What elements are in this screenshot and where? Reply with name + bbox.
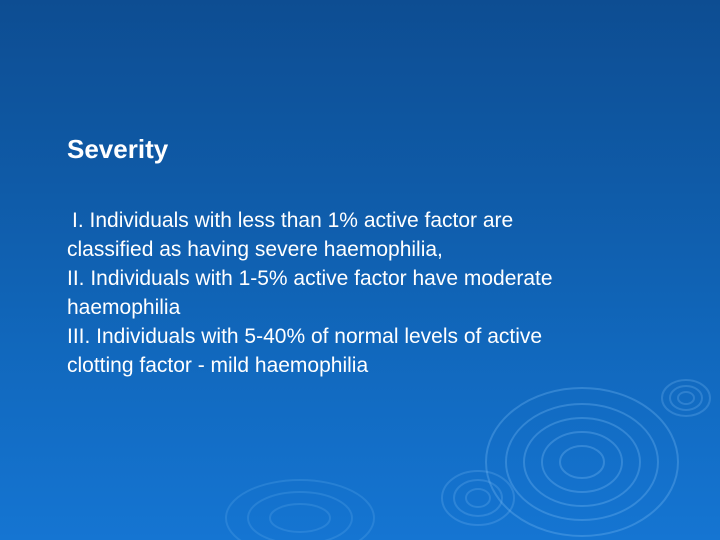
text-line-6: clotting factor - mild haemophilia bbox=[67, 354, 369, 377]
text-line-3: II. Individuals with 1-5% active factor have moderate bbox=[67, 267, 553, 290]
severity-description bbox=[67, 206, 687, 380]
text-line-1: I. Individuals with less than 1% active factor are bbox=[72, 209, 514, 232]
text-line-5: III. Individuals with 5-40% of normal levels of active bbox=[67, 325, 543, 348]
text-line-2: classified as having severe haemophilia, bbox=[67, 238, 443, 261]
slide-title: Severity bbox=[67, 134, 169, 164]
text-line-4: haemophilia bbox=[67, 296, 181, 319]
